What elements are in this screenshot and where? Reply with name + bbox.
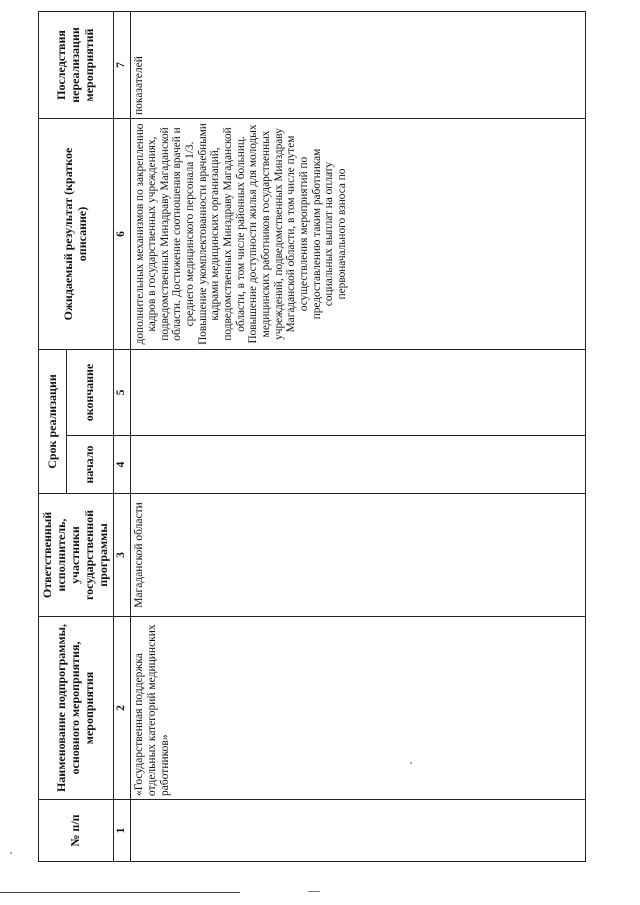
header-name: Наименование подпрограммы, основного мероприятия, мероприятия	[39, 617, 114, 800]
table-row	[130, 11, 585, 861]
header-row	[39, 11, 67, 861]
header-result: Ожидаемый результат (краткое описание)	[39, 118, 114, 349]
column-number: 3	[113, 494, 130, 617]
row-num	[130, 800, 585, 862]
header-executor: Ответственный исполнитель, участники государственной программы	[39, 494, 114, 617]
row-consequences: показателей	[130, 11, 585, 118]
program-table	[38, 11, 586, 862]
header-start: начало	[67, 436, 113, 494]
header-num: № п/п	[39, 800, 114, 862]
row-name: «Государственная поддержка отдельных категорий медицинских работников»	[130, 617, 585, 800]
row-executor: Магаданской области	[130, 494, 585, 617]
scan-speck	[10, 852, 12, 854]
row-result: дополнительных механизмов по закреплению кадров в государственных учреждениях, подведомственных Минздраву Магаданской области. Достижение соотношения врачей и среднего медицинского персонала 1/3. Повышение укомплектованности врачебными кадрами медицинских организаций, подведомственных Минздраву Магаданской области, в том числе районных больниц. Повышение доступности жилья для молодых медицинских работников государственных учреждений, подведомственных Минздраву Магаданской области, в том числе путем осуществления мероприятий по предоставлению таким работникам социальных выплат на оплату первоначального взноса по	[130, 118, 585, 349]
column-number: 5	[113, 349, 130, 435]
column-number: 4	[113, 436, 130, 494]
scan-edge-mark	[308, 891, 320, 892]
column-number-row	[113, 11, 130, 861]
row-end	[130, 349, 585, 435]
scan-edge-line	[0, 892, 240, 893]
column-number: 6	[113, 118, 130, 349]
header-consequences: Последствия нереализации мероприятий	[39, 11, 114, 118]
column-number: 7	[113, 11, 130, 118]
header-end: окончание	[67, 349, 113, 435]
scan-speck	[410, 762, 412, 764]
header-term: Срок реализации	[39, 349, 67, 493]
column-number: 1	[113, 800, 130, 862]
row-start	[130, 436, 585, 494]
column-number: 2	[113, 617, 130, 800]
rotated-page	[38, 12, 586, 862]
